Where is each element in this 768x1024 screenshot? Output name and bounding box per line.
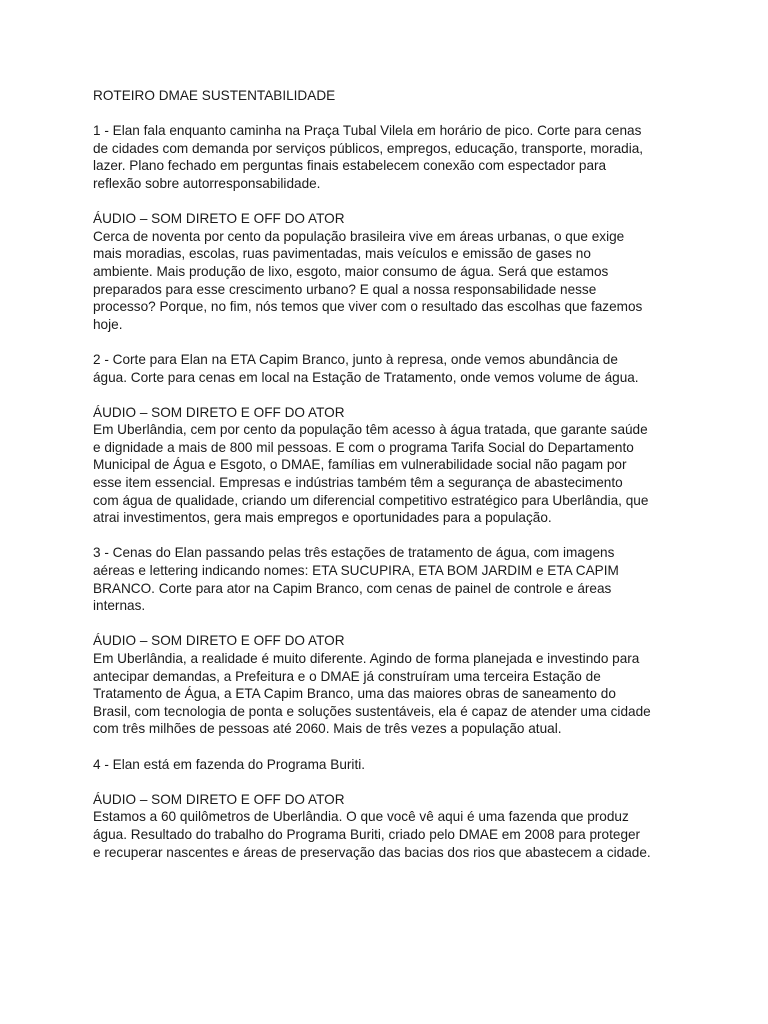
text-line: água. Resultado do trabalho do Programa Buriti, criado pelo DMAE em 2008 para proteger (93, 826, 641, 842)
text-line: e dignidade a mais de 800 mil pessoas. E com o programa Tarifa Social do Departamento (93, 439, 634, 455)
document-body (93, 87, 683, 879)
scene-4-audio (93, 791, 683, 861)
text-line: Municipal de Água e Esgoto, o DMAE, famílias em vulnerabilidade social não pagam por (93, 457, 627, 473)
text-line: antecipar demandas, a Prefeitura e o DMAE já construíram uma terceira Estação de (93, 668, 601, 684)
text-line: preparados para esse crescimento urbano? E qual a nossa responsabilidade nesse (93, 281, 597, 297)
text-line: Brasil, com tecnologia de ponta e soluções sustentáveis, ela é capaz de atender uma cidade (93, 703, 651, 719)
text-line: 1 - Elan fala enquanto caminha na Praça Tubal Vilela em horário de pico. Corte para cenas (93, 123, 642, 139)
text-line: Cerca de noventa por cento da população brasileira vive em áreas urbanas, o que exige (93, 228, 625, 244)
text-line: BRANCO. Corte para ator na Capim Branco, com cenas de painel de controle e áreas (93, 580, 612, 596)
scene-2-description (93, 351, 683, 386)
document-title: ROTEIRO DMAE SUSTENTABILIDADE (93, 88, 336, 103)
text-line: Tratamento de Água, a ETA Capim Branco, uma das maiores obras de saneamento do (93, 686, 616, 702)
text-line: 2 - Corte para Elan na ETA Capim Branco, junto à represa, onde vemos abundância de (93, 351, 618, 367)
text-line: com água de qualidade, criando um diferencial competitivo estratégico para Uberlândia, que (93, 492, 649, 508)
scene-4-description (93, 756, 683, 774)
text-line: 3 - Cenas do Elan passando pelas três estações de tratamento de água, com imagens (93, 545, 615, 561)
text-line: mais moradias, escolas, ruas pavimentadas, mais veículos e emissão de gases no (93, 246, 591, 262)
text-line: atrai investimentos, gera mais empregos e oportunidades para a população. (93, 510, 552, 526)
text-line: esse item essencial. Empresas e indústrias também têm a segurança de abastecimento (93, 475, 623, 491)
text-line: e recuperar nascentes e áreas de preservação das bacias dos rios que abastecem a cidade. (93, 844, 651, 860)
text-line: Em Uberlândia, a realidade é muito diferente. Agindo de forma planejada e investindo para (93, 651, 640, 666)
audio-heading: ÁUDIO – SOM DIRETO E OFF DO ATOR (93, 211, 345, 227)
scene-3-description (93, 544, 683, 614)
audio-heading: ÁUDIO – SOM DIRETO E OFF DO ATOR (93, 791, 345, 807)
scene-1-audio (93, 210, 683, 333)
text-line: água. Corte para cenas em local na Estação de Tratamento, onde vemos volume de água. (93, 369, 639, 385)
scene-2-audio (93, 404, 683, 527)
text-line: internas. (93, 598, 146, 614)
audio-heading: ÁUDIO – SOM DIRETO E OFF DO ATOR (93, 633, 345, 649)
text-line: ambiente. Mais produção de lixo, esgoto, maior consumo de água. Será que estamos (93, 263, 609, 279)
text-line: com três milhões de pessoas até 2060. Mais de três vezes a população atual. (93, 721, 562, 737)
text-line: Em Uberlândia, cem por cento da população têm acesso à água tratada, que garante saúde (93, 422, 648, 438)
text-line: aéreas e lettering indicando nomes: ETA SUCUPIRA, ETA BOM JARDIM e ETA CAPIM (93, 563, 619, 579)
text-line: 4 - Elan está em fazenda do Programa Buriti. (93, 756, 366, 772)
audio-heading: ÁUDIO – SOM DIRETO E OFF DO ATOR (93, 404, 345, 420)
text-line: Estamos a 60 quilômetros de Uberlândia. O que você vê aqui é uma fazenda que produz (93, 809, 629, 825)
text-line: reflexão sobre autorresponsabilidade. (93, 175, 321, 191)
text-line: lazer. Plano fechado em perguntas finais estabelecem conexão com espectador para (93, 158, 607, 174)
text-line: processo? Porque, no fim, nós temos que viver com o resultado das escolhas que fazemos (93, 299, 643, 315)
text-line: de cidades com demanda por serviços públicos, empregos, educação, transporte, moradia, (93, 140, 644, 156)
scene-1-description (93, 122, 683, 192)
text-line: hoje. (93, 316, 123, 332)
scene-3-audio (93, 632, 683, 738)
